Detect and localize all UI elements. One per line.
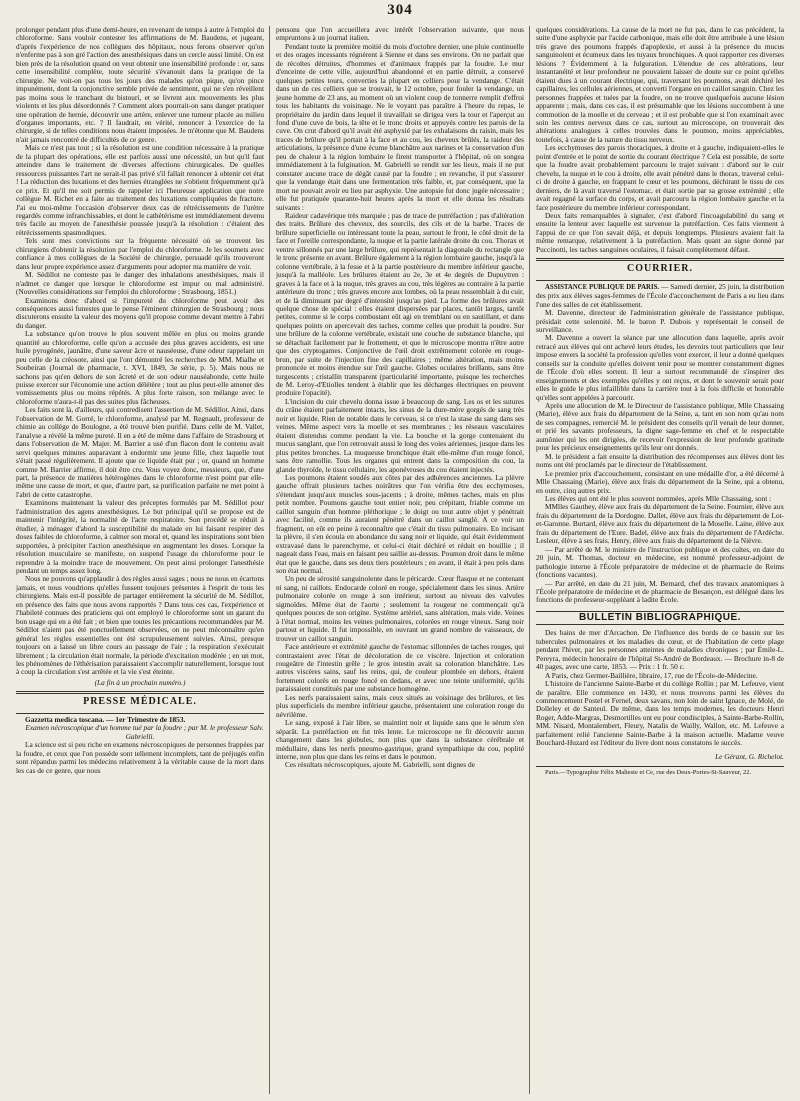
courier-paragraph: MMlles Gauthey, élève aux frais du département de la Seine. Fournier, élève aux frais du département de la Dordogne. Dallet, élève aux frais du département de Lot-et-Garonne. Burtard, élève aux frais du département de la Moselle. Laine, élève aux frais du département de l'Eure. Badel, élève aux frais du département de l'Ardèche. Lesleur, élève à ses frais. Henry, élève aux frais du département de la Nièvre.	[536, 502, 784, 546]
courier-paragraph: Après une allocution de M. le Directeur de l'assistance publique, Mlle Chassaing (Marie), élève aux frais du département de la Seine, a, tant en son nom qu'au nom de ses compagnes, remercié M. le président des conseils qu'il venait de leur donner, et prié les savants professeurs, la digne sage-femme en chef et le respectable aumônier qui les ont dirigées, de recevoir l'expression de leur profonde gratitude pour les précieux enseignements qu'ils leur ont donnés.	[536, 401, 784, 453]
bulletin-item: L'histoire de l'ancienne Sainte-Barbe et du collège Rollin ; par M. Lefeuve, vient de paraître. Elle commence en 1430, et nous trouvons parmi les élèves du commencement Postel et Fernel, deux savans, non loin de saint Ignace, de Molé, de Dolleley et de Santeul. De même, dans les temps modernes, les docteurs Henri Roger, Adde-Margras, Desmortilles ont eu pour condisciples, à Sainte-Barbe-Rollin, MM. Nisard, Montalembert, Fleury, Natalis de Wailly, Wallon, etc. M. Lefeuve a parfaitement relié l'ancienne Sainte-Barbe à la maison actuelle. Madame veuve Bouchard-Huzard est l'éditeur du livre dont nous constatons le succès.	[536, 679, 784, 748]
paragraph: Examinons maintenant la valeur des préceptes formulés par M. Sédillot pour l'administration des agens anesthésiques. Le but principal qu'il se propose est de maintenir l'intégrité, la normalité de l'acte respiratoire. Son procédé se réduit à étudier, à ménager d'abord la susceptibilité du malade en lui faisant respirer des doses faibles de chloroforme, à calmer son moral et, quand les inspirations sont bien supportées, à précipiter l'action anesthésique en augmentant les doses. Lorsque la résolution musculaire se manifeste, on suspend l'usage du chloroforme pour le reprendre à la moindre trace de mouvement. On peut ainsi prolonger l'anesthésie pendant un temps assez long.	[16, 498, 264, 575]
section-rule	[536, 766, 784, 767]
column-2	[276, 26, 524, 1096]
courier-heading: COURRIER.	[627, 263, 693, 275]
paragraph: La science est si peu riche en examens nécroscopiques de personnes frappées par la foudre, et ceux que l'on possède sont tellement incomplets, tant de préjugés enfin sont répandus parmi les médecins relativement à la véritable cause de la mort dans les cas de ce genre, que nous	[16, 740, 264, 775]
section-rule	[536, 280, 784, 281]
column-3	[536, 26, 784, 1096]
paragraph: Les nerfs paraissaient sains, mais ceux situés au voisinage des brûlures, et les plus superficiels du membre inférieur gauche, présentaient une coloration rouge du névrilème.	[276, 692, 524, 719]
bulletin-item: A Paris, chez Germer-Baillière, libraire, 17, rue de l'École-de-Médecine.	[545, 670, 758, 680]
courier-paragraph: M. Davenne, directeur de l'administration générale de l'assistance publique, présidait cette solennité. M. le baron P. Dubois y représentait le conseil de surveillance.	[536, 308, 784, 334]
courier-paragraph: Les élèves qui ont été le plus souvent nommées, après Mlle Chassaing, sont :	[545, 494, 772, 504]
section-rule	[16, 713, 264, 714]
paragraph: Mais ce n'est pas tout ; si la résolution est une condition nécessaire à la pratique de la plupart des opérations, elle est parfois aussi une nécessité, un but qu'il faut atteindre dans le traitement de diverses affections chirurgicales. De quelles ressources puissantes l'art ne serait-il pas privé s'il fallait renoncer à obtenir cet état ! La réduction des luxations et des hernies étranglées ne s'obtient fréquemment qu'à ce prix. Et qu'il me soit permis de rappeler ici l'heureuse application que notre collègue M. Richet en a faite au traitement des luxations compliquées de fracture. J'ai eu moi-même l'occasion d'observer deux cas de rétrécissements de l'urètre regardés comme infranchissables, et dont le cathétérisme est immédiatement devenu très facile au moyen de l'anesthésie poussée jusqu'à la résolution : c'étaient des rétrécissements spasmodiques.	[16, 143, 264, 237]
courier-paragraph: — Par arrêté de M. le ministre de l'instruction publique et des cultes, en date du 20 juin, M. Thomas, docteur en médecine, est nommé professeur-adjoint de pathologie interne à l'École préparatoire de médecine et de pharmacie de Reims (fonctions vacantes).	[536, 544, 784, 580]
paragraph: Un peu de sérosité sanguinolente dans le péricarde. Cœur flasque et ne contenant ni sang, ni caillots. Endocarde coloré en rouge, spécialement dans les sinus. Artère pulmonaire colorée en rouge à son intérieur, surtout au niveau des valvules sigmoïdes. Même état de l'aorte ; seulement la rougeur ne commençait qu'à quelques pouces de son origine. Système artériel, sans altération, mais vide. Veines à l'état normal, moins les veines pulmonaires, colorées en rouge vineux. Sang noir partout et liquide. Il fut impossible, en ouvrant un grand nombre de vaisseaux, de trouver un caillot sanguin.	[276, 574, 524, 643]
paragraph: Les faits sont là, d'ailleurs, qui contredisent l'assertion de M. Sédillot. Ainsi, dans l'observation de M. Gorré, le chloroforme, analysé par M. Regnault, professeur de chimie au collège de Boulogne, a été trouvé bien purifié. Dans celle de M. Vallet, l'analyse a révélé la même pureté. Il en a été de même dans l'affaire de Strasbourg et dans l'observation de M. Majer. M. Barrier a usé d'un flacon dont le contenu avait servi quelques minutes auparavant à endormir une jeune fille, chez laquelle tout s'était passé régulièrement. Il ajoute que ce liquide était pur ; or, quand un homme comme M. Barrier affirme, il doit être cru. Vous voyez donc, messieurs, que, d'une part, la présence de matières hétérogènes dans le chloroforme n'est point par elle-même une cause de mort, et que, d'autre part, sa purification parfaite ne met point à l'abri de cette catastrophe.	[16, 405, 264, 499]
paragraph: prolonger pendant plus d'une demi-heure, en revenant de temps à autre à l'emploi du chloroforme. Sans vouloir contester les affirmations de M. Baudens, et jugeant, d'après l'expérience de nos collègues des hôpitaux, nous ferons observer qu'on n'enferme pas à son gré l'action des anesthésiques dans un cercle aussi limité. On est bien près de la résolution quand on veut obtenir une insensibilité profonde : or, sans cette insensibilité complète, toute sécurité s'évanouit dans la pratique de la chirurgie. Ne voit-on pas tous les jours des malades qu'on pique, qu'on pince impunément, dont la conjonctive semble privée de sentiment, qui ne s'en réveillent pas moins sous le tranchant du bistouri, et se livrent aux mouvements les plus violents et les plus désordonnés ? Comment alors pourrait-on sans danger pratiquer une opération de hernie, découvrir une artère, enlever une tumeur placée au milieu d'organes importants, etc. ? Il faudrait, en vérité, renoncer à l'exercice de la chirurgie, si de telles conditions nous étaient imposées. Je m'étonne que M. Baudens n'ait jamais rencontré de difficultés de ce genre.	[16, 26, 264, 144]
column-divider	[529, 26, 530, 1094]
bulletin-heading: BULLETIN BIBLIOGRAPHIQUE.	[536, 611, 784, 625]
paragraph: Pendant toute la première moitié du mois d'octobre dernier, une pluie continuelle et des orages incessants régnèrent à Sienne et dans ses environs. On ne parlait que de récoltes détruites, d'hommes et d'animaux frappés par la foudre. Le mur d'enceinte de cette ville, aujourd'hui abandonné et en partie détruit, a conservé quelques petites tours, converties la plupart en celliers pour la vendange. C'était dans un de ces celliers que se trouvait, le 12 octobre, pour fouler la vendange, un jeune homme de 23 ans, au moment où un violent coup de tonnerre remplit d'effroi tous les habitants du voisinage. Ne le voyant pas paraître à l'heure du repas, le propriétaire du jardin dans lequel il travaillait se dirigea vers la tour et l'aperçut au fond d'une cuve de bois, la tête et le tronc droits et appuyés contre les parois de la cuve. On crut d'abord qu'il avait été asphyxié par les exhalaisons du raisin, mais les traces de brûlure qu'il portait à la face et au cou, les cheveux brûlés, la raideur des articulations, la présence d'une écume blanchâtre aux narines et la conservation d'un peu de chaleur à la région lombaire le firent transporter à l'hôpital, où on songea immédiatement à la fulgination. M. Gabrielli se rendit sur les lieux, mais il ne put constater aucune trace de dégât causé par la foudre ; en revanche, il put s'assurer que la vendange était dans une fermentation très faible, et, par conséquent, que la mort ne pouvait avoir eu lieu par asphyxie. Une autopsie fut donc jugée nécessaire ; elle fut pratiquée quarante-huit heures après la mort et elle donna les résultats suivants :	[276, 41, 524, 212]
paragraph: Tels sont mes convictions sur la fréquente nécessité où se trouvent les chirurgiens d'obtenir la résolution par l'emploi du chloroforme. Je les soumets avec confiance à mes collègues de la Société de chirurgie, persuadé qu'ils trouveront dans leur propre expérience assez d'arguments pour adopter ma manière de voir.	[16, 236, 264, 271]
paragraph: La substance qu'on trouve le plus souvent mêlée en plus ou moins grande quantité au chloroforme, celle qu'on a accusée des plus graves accidents, est une huile pyrogénée, jaunâtre, d'une saveur âcre et nauséeuse, d'une odeur rappelant un peu celle de la créosote, ainsi que l'ont démontré les recherches de MM. Mialhe et Soubeiran (Journal de pharmacie, t. XVI, 1849, 3e série, p. 5). Mais nous ne sachons pas qu'en dehors de son âcreté et de son odeur nauséabonde, cette huile puisse exercer sur l'économie une action délétère ; tout au plus peut-elle amener des vomissements plus ou moins répétés. A plus forte raison, son mélange avec le chloroforme n'aura-t-il pas des suites plus fâcheuses.	[16, 329, 264, 406]
paragraph: Les poumons étaient soudés aux côtes par des adhérences anciennes. La plèvre gauche offrait plusieurs taches noirâtres que l'on vérifia être des ecchymoses, s'étendant jusqu'aux muscles sous-jacents ; à droite, mêmes taches, mais en plus petit nombre. Poumons gauche tout entier noir, peu crépitant, friable comme un caillot sanguin d'un homme pléthorique ; le doigt ou tout autre objet y pénétrait avec facilité, comme ils auraient pénétré dans un caillot sanglé. A ce voir un fragment, on eût en peine à reconnaître que c'était du tissu pulmonaire. En incisant la plèvre, il s'en écoula en abondance du sang noir et liquide, qui était évidemment extravasé dans le parenchyme, et celui-ci était déchiré et réduit en bouillie ; il nageait dans l'eau, mais en faisant peu saillie au-dessus. Poumon droit dans le même état que le gauche, dans ses deux tiers postérieurs ; en avant, il était à peu près dans son état normal.	[276, 473, 524, 575]
courier-paragraph: M. le président a fait ensuite la distribution des récompenses aux élèves dont les noms ont été proclamés par le directeur de l'établissement.	[536, 451, 784, 470]
bulletin-item: Des bains de mer d'Arcachon. De l'influence des bords de ce bassin sur les tubercules pulmonaires et les maladies du cœur, et de l'habitation de cette plage pendant l'hiver, par les personnes atteintes de maladies chroniques ; par Émile-L. Pereyra, médecin honoraire de l'hôpital St-André de Bordeaux. — Brochure in-8 de 40 pages, avec une carte, 1853. — Prix : 1 fr. 50 c.	[536, 628, 784, 672]
courier-lead: ASSISTANCE PUBLIQUE DE PARIS.	[545, 283, 660, 291]
paragraph: Face antérieure et extrémité gauche de l'estomac sillonnées de taches rouges, qui contrastaient avec l'état de décoloration de ce viscère. Injection et coloration rougeâtre de l'intestin grêle ; le gros intestin avait sa coloration blanchâtre. Les autres viscères sains, sauf les reins, qui, de couleur plombée en dehors, étaient fortement colorés en rouge foncé en dedans, et avec une teinte uniformité, qu'ils paraissaient constitués par une substance homogène.	[276, 642, 524, 694]
paragraph: Le sang, exposé à l'air libre, se maintint noir et liquide sans que le sérum s'en séparât. La putréfaction en fut très lente. Le microscope ne fit découvrir aucun changement dans les globules, non plus que dans la substance cérébrale et médullaire, dans les nerfs pneumo-gastrique, grand sympathique du cou, poplité interne, non plus que dans les reins et dans le poumon.	[276, 718, 524, 761]
paragraph: pensons que l'on accueillera avec intérêt l'observation suivante, que nous empruntons à un journal italien.	[276, 26, 524, 43]
paragraph: M. Sédillot ne conteste pas le danger des inhalations anesthésiques, mais il n'admet ce danger que lorsque le chloroforme est impur ou mal administré. (Nouvelles considérations sur l'emploi du chloroforme ; Strasbourg, 1851.)	[16, 270, 264, 297]
courier-paragraph: M. Davenne a ouvert la séance par une allocution dans laquelle, après avoir retracé aux élèves qui ont achevé leurs études, les devoirs tout particuliers que leur impose envers la société la profession qu'elles vont exercer, il leur a donné quelques conseils sur la conduite qu'elles doivent tenir pour se montrer constamment dignes de l'École d'où elles sortent. Il leur a surtout recommandé de s'inspirer des enseignements et des exemples qu'elles y ont reçus, et dont le souvenir serait pour elles le guide le plus infaillible dans la carrière tout à la fois difficile et honorable qu'elles sont appelées à parcourir.	[536, 333, 784, 402]
paragraph: L'incision du cuir chevelu donna issue à beaucoup de sang. Les os et les sutures du crâne étaient parfaitement intacts, les sinus de la dure-mère gorgés de sang très noir et liquide. Rien de notable dans le cerveau, si ce n'est la stase du sang dans ses veines. Même aspect vers la moelle et ses membranes ; les réseaux vasculaires étaient distendus comme pendant la vie. La bouche et la gorge contenaient du mucus sanglant, que l'on retrouvait aussi le long des voies aériennes, jusque dans les plus petites bronches. La muqueuse bronchique était elle-même d'un rouge foncé, sans être ramollie. Tous les organes qui entrent dans la composition du cou, la glande thyroïde, le tissu cellulaire, les aponévroses du cou étaient injectés.	[276, 396, 524, 474]
page-number: 304	[387, 2, 413, 18]
paragraph: Ces résultats nécroscopiques, ajoute M. Gabrielli, sont dignes de	[285, 760, 475, 770]
courier-text: — Samedi dernier, 25 juin, la distribution des prix aux élèves sages-femmes de l'École d'accouchement de Paris a eu lieu dans l'une des salles de cet établissement.	[536, 281, 784, 309]
section-rule	[536, 258, 784, 261]
paragraph: Examinons donc d'abord si l'impureté du chloroforme peut avoir des conséquences aussi funestes que le pense l'éminent chirurgien de Strasbourg ; nous discuterons ensuite la valeur des moyens qu'il propose comme devant mettre à l'abri du danger.	[16, 295, 264, 330]
column-divider	[269, 26, 270, 1094]
continued-note: (La fin à un prochain numéro.)	[94, 677, 186, 687]
paragraph: quelques considérations. La cause de la mort ne fut pas, dans le cas précédent, la suite d'une asphyxie par l'acide carbonique, mais elle doit être attribuée à une lésion très grave des poumons frappés d'apoplexie, et aussi à la présence du mucus sanguinolent et écumeux dans les tuyaux bronchiques. A quoi rapporter ces diverses lésions ? Évidemment à la fulguration. L'étendue de ces altérations, leur instantanéité et leur profondeur ne pouvaient laisser de doute sur ce point qu'elles étaient dues à un courant électrique, qui, traversant les poumons, avait déchiré les capillaires, les cellules aériennes, et converti l'organe en un caillot sanguin. Chez les personnes frappées et tuées par la foudre, on ne trouve quelquefois aucune lésion apparente ; mais, dans ces cas, il est présumable que les lésions succombent à une commotion de la moelle et du cerveau ; et il est probable que si l'on examinait avec soin les centres nerveux dans ce cas, surtout au microscope, on trouverait des altérations analogues à celles trouvées dans le poumon, moins appréciables, toutefois, à cause de la nature du tissu nerveux.	[536, 26, 784, 144]
courier-paragraph: — Par arrêté, en date du 21 juin, M. Bernard, chef des travaux anatomiques à l'École préparatoire de médecine et de pharmacie de Besançon, est délégué dans les fonctions de professeur-suppléant à ladite École.	[536, 578, 784, 605]
press-title: Examen nécroscopique d'un homme tué par la foudre ; par M. le professeur Salv. Gabrielli.	[25, 723, 264, 741]
press-source: Gazzetta medica toscana. — 1er Trimestre de 1853.	[25, 714, 186, 724]
courier-paragraph: Le premier prix d'accouchement, consistant en une médaille d'or, a été décerné à Mlle Chassaing (Marie), élève aux frais du département de la Seine, qui a obtenu, en outre, cinq autres prix.	[536, 468, 784, 495]
paragraph: Les ecchymoses des parois thoraciques, à droite et à gauche, indiquaient-elles le point d'entrée et le point de sortie du courant électrique ? Cela est possible, de sorte que la foudre avait probablement parcouru le trajet suivant : d'abord sur le cuir chevelu, la nuque et le cou à droite, elle avait pénétré dans le thorax, traversé celui-ci de droite à gauche, en frappant le cœur et les poumons, déchirant le tissu de ces derniers, de là avait traversé l'estomac, et était sortie par sa grosse extrémité ; elle avait regagné la surface du corps, et avait parcouru la région lombaire gauche et la face postérieure du membre inférieur correspondant.	[536, 143, 784, 212]
paragraph: Nous ne pouvons qu'applaudir à des règles aussi sages ; nous ne nous en écartons jamais, et nous voudrions qu'elles fussent toujours présentes à l'esprit de tous les chirurgiens. Mais est-il possible de partager entièrement la sécurité de M. Sédillot, en présence des faits que nous avons rapportés ? Dans tous ces cas, l'expérience et l'habileté connues des praticiens qui ont employé le chloroforme sont un garant du bon usage qui en a été fait ; et bien que toutes les précautions recommandées par M. Sédillot n'aient pas été ponctuellement observées, on ne peut méconnaître qu'en général les règles essentielles ont été scrupuleusement suivies. Ainsi, presque toujours on a laissé un libre cours au passage de l'air ; la respiration s'exécutait librement ; la circulation était normale, la période d'excitation modérée ; en un mot, les phénomènes de l'éthérisation paraissaient s'accomplir naturellement, lorsque tout à coup la circulation s'est arrêtée et la vie s'est éteinte.	[16, 574, 264, 677]
section-rule	[16, 691, 264, 694]
paragraph: Raideur cadavérique très marquée ; pas de trace de putréfaction ; pas d'altération des traits. Brûlure des cheveux, des sourcils, des cils et de la barbe. Traces de brûlure superficielle ou intéressant toute la peau, surtout le front, le côté droit de la face et l'oreille correspondante, la nuque et la partie latérale droite du cou. Thorax et ventre sillonnés par une large brûlure, qui représentait la diagonale du rectangle que le tronc présente en avant. Brûlure également à la région lombaire gauche, jusqu'à la colonne vertébrale, à la fesse et à la partie postérieure du membre inférieur gauche, jusqu'à la malléole. Les brûlures étaient au 2e, 3e et 4e degrés de Dupuytren : graves à la face et à la nuque, très graves au cou, très légères au contraire à la partie antérieure du tronc ; très graves encore aux lombes, où la peau ressemblait à du cuir, et de là diminuant par degré d'intensité jusqu'au pied. La forme des brûlures avait quelque chose de spécial : elles étaient dispersées par places, tantôt larges, tantôt petites, comme si le corps combustant eût agi en tremblant ou en sautillant, et dans quelques points on apercevait des taches, comme celles que produit la poudre. Sur une brûlure de la colonne vertébrale, existait une couche de substance blanche, qui se détachait facilement par le frottement, et que le microscope montra n'être autre que des cryptogames. Conjonctive de l'œil droit extrêmement colorée en rouge-brun, par suite de l'injection fine des capillaires ; même altération, mais moins prononcée et moins étendue sur l'œil gauche. Globes oculaires brillants, sans être turgescents ; cristallin transparent (particularité importante, puisque les recherches de M. Leroy-d'Etiolles tendent à établir que les décharges électriques en peuvent produire l'opacité).	[276, 210, 524, 398]
paragraph: Deux faits remarquables à signaler, c'est d'abord l'incoagulabilité du sang et ensuite la lenteur avec laquelle est survenue la putréfaction. Ces faits viennent à l'appui de ce que l'on savait déjà, et depuis longtemps. Plusieurs avaient fait la même remarque, relativement à la putréfaction. Mais quant au signe donné par Puccinotti, les taches sanguines oculaires, il faisait complètement défaut.	[536, 210, 784, 254]
press-heading: PRESSE MÉDICALE.	[83, 696, 197, 708]
imprint: Paris.—Typographie Félix Malteste et Ce, rue des Deux-Portes-St-Sauveur, 22.	[545, 769, 752, 777]
column-1	[16, 26, 264, 1096]
gerant-signature: Le Gérant, G. Richelot.	[715, 751, 784, 761]
courier-paragraph	[536, 283, 784, 309]
